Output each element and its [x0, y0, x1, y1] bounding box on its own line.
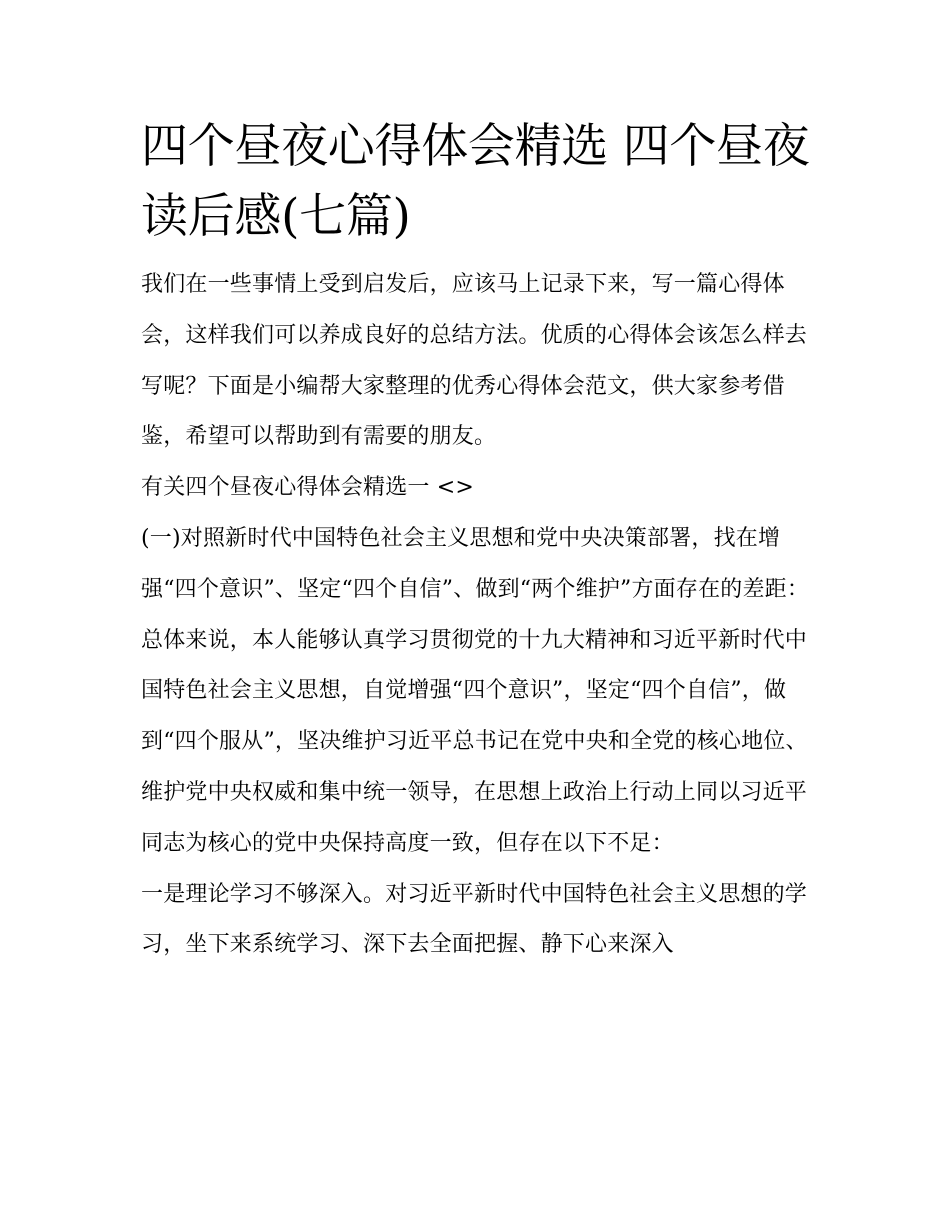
document-body: [141, 112, 816, 971]
paragraph-section-heading: 有关四个昼夜心得体会精选一 <>: [141, 475, 475, 501]
paragraph-item-one: (一)对照新时代中国特色社会主义思想和党中央决策部署，找在增强“四个意识”、坚定“四个自信”、做到“两个维护”方面存在的差距：: [141, 525, 810, 602]
paragraph-intro: 我们在一些事情上受到启发后，应该马上记录下来，写一篇心得体会，这样我们可以养成良好的总结方法。优质的心得体会该怎么样去写呢？下面是小编帮大家整理的优秀心得体会范文，供大家参考借鉴，希望可以帮助到有需要的朋友。: [141, 272, 808, 450]
paragraph-summary: 总体来说，本人能够认真学习贯彻党的十九大精神和习近平新时代中国特色社会主义思想，自觉增强“四个意识”，坚定“四个自信”，做到“四个服从”，坚决维护习近平总书记在党中央和全党的核心地位、维护党中央权威和集中统一领导，在思想上政治上行动上同以习近平同志为核心的党中央保持高度一致，但存在以下不足：: [141, 627, 808, 856]
paragraph-point-one: 一是理论学习不够深入。对习近平新时代中国特色社会主义思想的学习，坐下来系统学习、深下去全面把握、静下心来深入: [141, 881, 808, 958]
document-title: 四个昼夜心得体会精选 四个昼夜读后感(七篇): [141, 119, 810, 244]
